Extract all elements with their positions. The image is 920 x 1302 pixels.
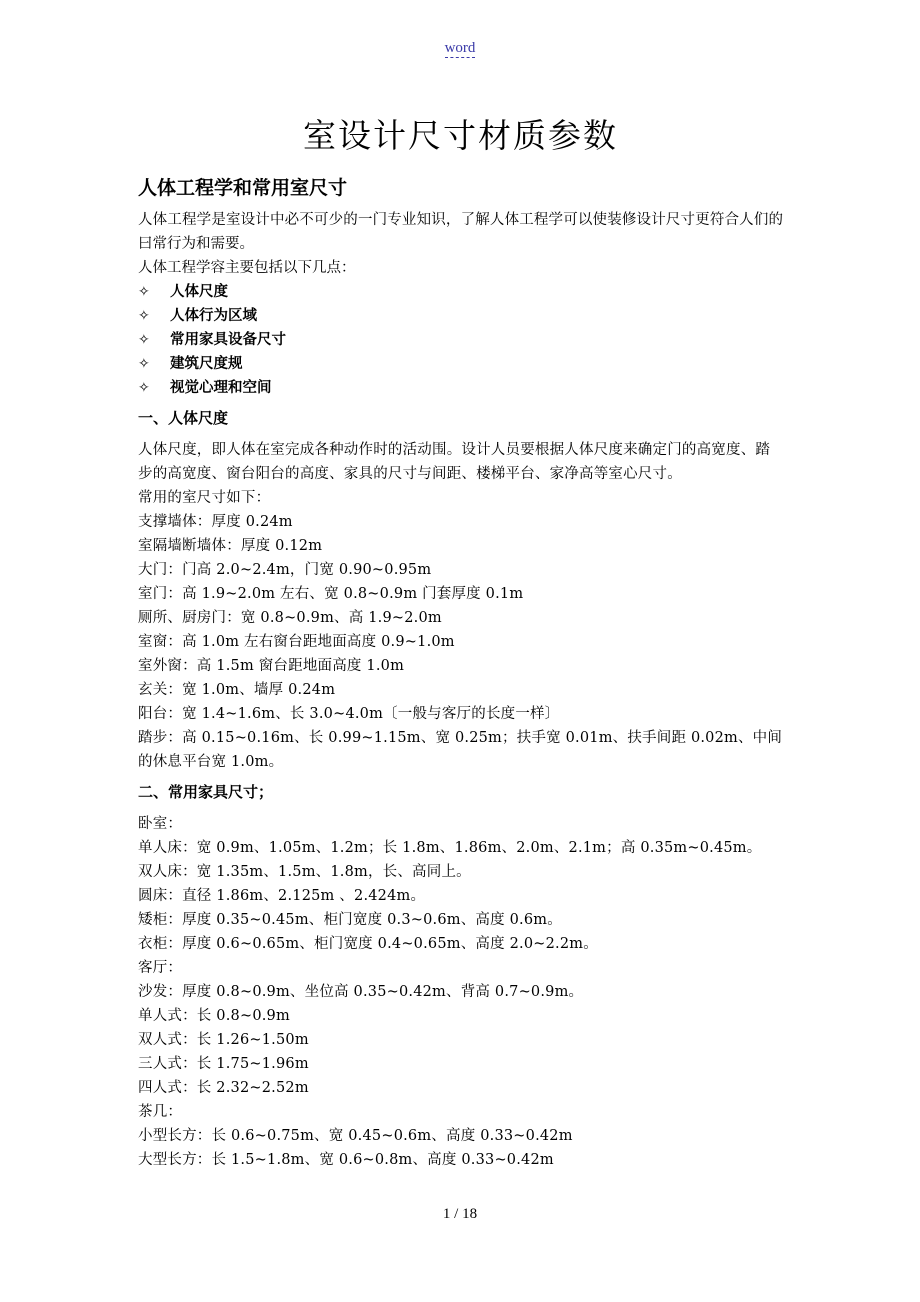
text-line: 常用的室尺寸如下：	[138, 490, 271, 506]
text-line: 双人床：宽 1.35m、1.5m、1.8m，长、高同上。	[138, 864, 471, 880]
text-line: 衣柜：厚度 0.6~0.65m、柜门宽度 0.4~0.65m、高度 2.0~2.2m。	[138, 936, 598, 952]
body-scale-lines	[138, 438, 783, 774]
text-line: 踏步：高 0.15~0.16m、长 0.99~1.15m、宽 0.25m；扶手宽 0.01m、扶手间距 0.02m、中间的休息平台宽 1.0m。	[138, 730, 783, 770]
header-link-text[interactable]: word	[444, 40, 476, 56]
furniture-lines	[138, 812, 783, 1172]
section-heading-ergonomics: 人体工程学和常用室尺寸	[138, 177, 348, 199]
text-line: 双人式：长 1.26~1.50m	[138, 1032, 309, 1048]
text-line: 室门：高 1.9~2.0m 左右、宽 0.8~0.9m 门套厚度 0.1m	[138, 586, 524, 602]
diamond-bullet-icon: ✧	[138, 308, 150, 324]
text-line: 支撑墙体：厚度 0.24m	[138, 514, 293, 530]
text-line: 室外窗：高 1.5m 窗台距地面高度 1.0m	[138, 658, 405, 674]
intro-paragraph: 人体工程学容主要包括以下几点：	[138, 260, 356, 276]
page-indicator: 1 / 18	[442, 1206, 478, 1222]
text-line: 人体尺度，即人体在室完成各种动作时的活动围。设计人员要根据人体尺度来确定门的高宽度、踏步的高宽度、窗台阳台的高度、家具的尺寸与间距、楼梯平台、家净高等室心尺寸。	[138, 442, 771, 482]
text-line: 单人床：宽 0.9m、1.05m、1.2m；长 1.8m、1.86m、2.0m、2.1m；高 0.35m~0.45m。	[138, 840, 762, 856]
document-body	[138, 108, 783, 1172]
text-line: 大型长方：长 1.5~1.8m、宽 0.6~0.8m、高度 0.33~0.42m	[138, 1152, 554, 1168]
text-line: 三人式：长 1.75~1.96m	[138, 1056, 309, 1072]
text-line: 室隔墙断墙体：厚度 0.12m	[138, 538, 323, 554]
page-title: 室设计尺寸材质参数	[303, 116, 618, 155]
list-item: ✧ 视觉心理和空间	[138, 376, 783, 400]
diamond-bullet-icon: ✧	[138, 380, 150, 396]
list-item: ✧ 常用家具设备尺寸	[138, 328, 783, 352]
diamond-bullet-icon: ✧	[138, 356, 150, 372]
topic-list	[138, 280, 783, 400]
diamond-bullet-icon: ✧	[138, 332, 150, 348]
text-line: 沙发：厚度 0.8~0.9m、坐位高 0.35~0.42m、背高 0.7~0.9m。	[138, 984, 584, 1000]
text-line: 四人式：长 2.32~2.52m	[138, 1080, 309, 1096]
list-item: ✧ 建筑尺度规	[138, 352, 783, 376]
subheading-body-scale: 一、人体尺度	[138, 409, 229, 427]
text-line: 单人式：长 0.8~0.9m	[138, 1008, 290, 1024]
diamond-bullet-icon: ✧	[138, 284, 150, 300]
text-line: 阳台：宽 1.4~1.6m、长 3.0~4.0m〔一般与客厅的长度一样〕	[138, 706, 560, 722]
text-line: 小型长方：长 0.6~0.75m、宽 0.45~0.6m、高度 0.33~0.42m	[138, 1128, 573, 1144]
list-item: ✧ 人体尺度	[138, 280, 783, 304]
header-word-link[interactable]	[0, 40, 920, 57]
list-item: ✧ 人体行为区域	[138, 304, 783, 328]
subheading-furniture: 二、常用家具尺寸；	[138, 783, 274, 801]
text-line: 茶几：	[138, 1104, 183, 1120]
intro-paragraphs	[138, 208, 783, 280]
text-line: 圆床：直径 1.86m、2.125m 、2.424m。	[138, 888, 426, 904]
text-line: 厕所、厨房门：宽 0.8~0.9m、高 1.9~2.0m	[138, 610, 442, 626]
intro-paragraph: 人体工程学是室设计中必不可少的一门专业知识，了解人体工程学可以使装修设计尺寸更符合人们的曰常行为和需要。	[138, 212, 783, 252]
text-line: 室窗：高 1.0m 左右窗台距地面高度 0.9~1.0m	[138, 634, 455, 650]
text-line: 客厅：	[138, 960, 183, 976]
text-line: 矮柜：厚度 0.35~0.45m、柜门宽度 0.3~0.6m、高度 0.6m。	[138, 912, 562, 928]
text-line: 大门：门高 2.0~2.4m，门宽 0.90~0.95m	[138, 562, 432, 578]
text-line: 玄关：宽 1.0m、墙厚 0.24m	[138, 682, 336, 698]
text-line: 卧室：	[138, 816, 183, 832]
